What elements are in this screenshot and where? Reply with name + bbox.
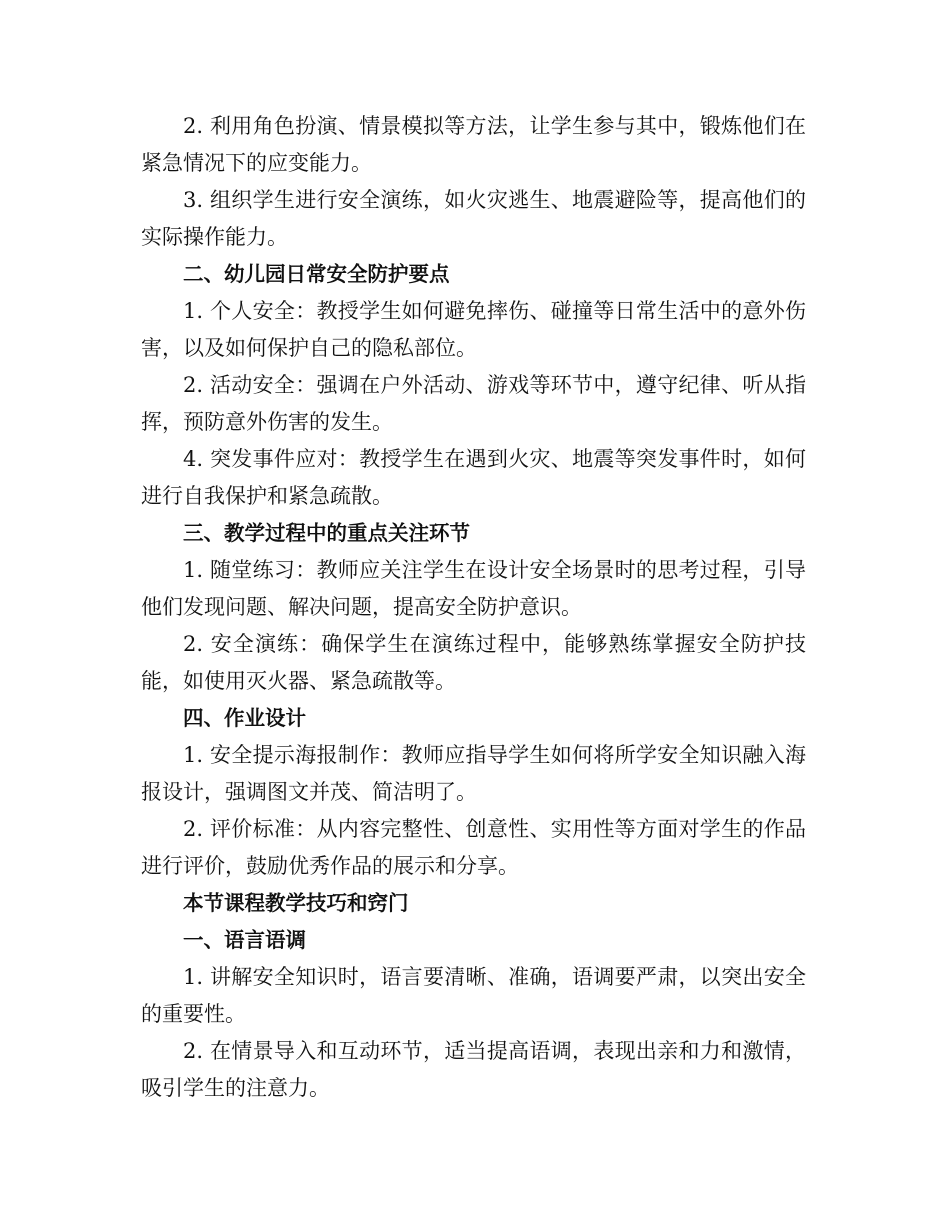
section-heading-teaching-tips: 本节课程教学技巧和窍门 <box>183 891 409 915</box>
paragraph-raise-tone: 2. 在情景导入和互动环节，适当提高语调，表现出亲和力和激情，吸引学生的注意力。 <box>141 1039 806 1100</box>
paragraph-personal-safety: 1. 个人安全：教授学生如何避免摔伤、碰撞等日常生活中的意外伤害，以及如何保护自己的隐私部位。 <box>141 299 806 360</box>
paragraph-evaluation: 2. 评价标准：从内容完整性、创意性、实用性等方面对学生的作品进行评价，鼓励优秀作品的展示和分享。 <box>141 817 806 878</box>
paragraph-poster-making: 1. 安全提示海报制作：教师应指导学生如何将所学安全知识融入海报设计，强调图文并茂、简洁明了。 <box>141 743 806 804</box>
section-heading-homework: 四、作业设计 <box>183 706 306 730</box>
paragraph-clear-language: 1. 讲解安全知识时，语言要清晰、准确，语调要严肃，以突出安全的重要性。 <box>141 965 806 1026</box>
document-page <box>141 108 806 1107</box>
paragraph-role-play: 2. 利用角色扮演、情景模拟等方法，让学生参与其中，锻炼他们在紧急情况下的应变能力。 <box>141 114 806 175</box>
paragraph-emergency-response: 4. 突发事件应对：教授学生在遇到火灾、地震等突发事件时，如何进行自我保护和紧急疏散。 <box>141 447 806 508</box>
section-heading-language-tone: 一、语言语调 <box>183 928 306 952</box>
paragraph-activity-safety: 2. 活动安全：强调在户外活动、游戏等环节中，遵守纪律、听从指挥，预防意外伤害的发生。 <box>141 373 806 434</box>
section-heading-daily-safety: 二、幼儿园日常安全防护要点 <box>183 262 450 286</box>
paragraph-safety-exercise: 2. 安全演练：确保学生在演练过程中，能够熟练掌握安全防护技能，如使用灭火器、紧急疏散等。 <box>141 632 806 693</box>
paragraph-safety-drill: 3. 组织学生进行安全演练，如火灾逃生、地震避险等，提高他们的实际操作能力。 <box>141 188 806 249</box>
section-heading-key-focus: 三、教学过程中的重点关注环节 <box>183 521 470 545</box>
paragraph-class-practice: 1. 随堂练习：教师应关注学生在设计安全场景时的思考过程，引导他们发现问题、解决问题，提高安全防护意识。 <box>141 558 806 619</box>
